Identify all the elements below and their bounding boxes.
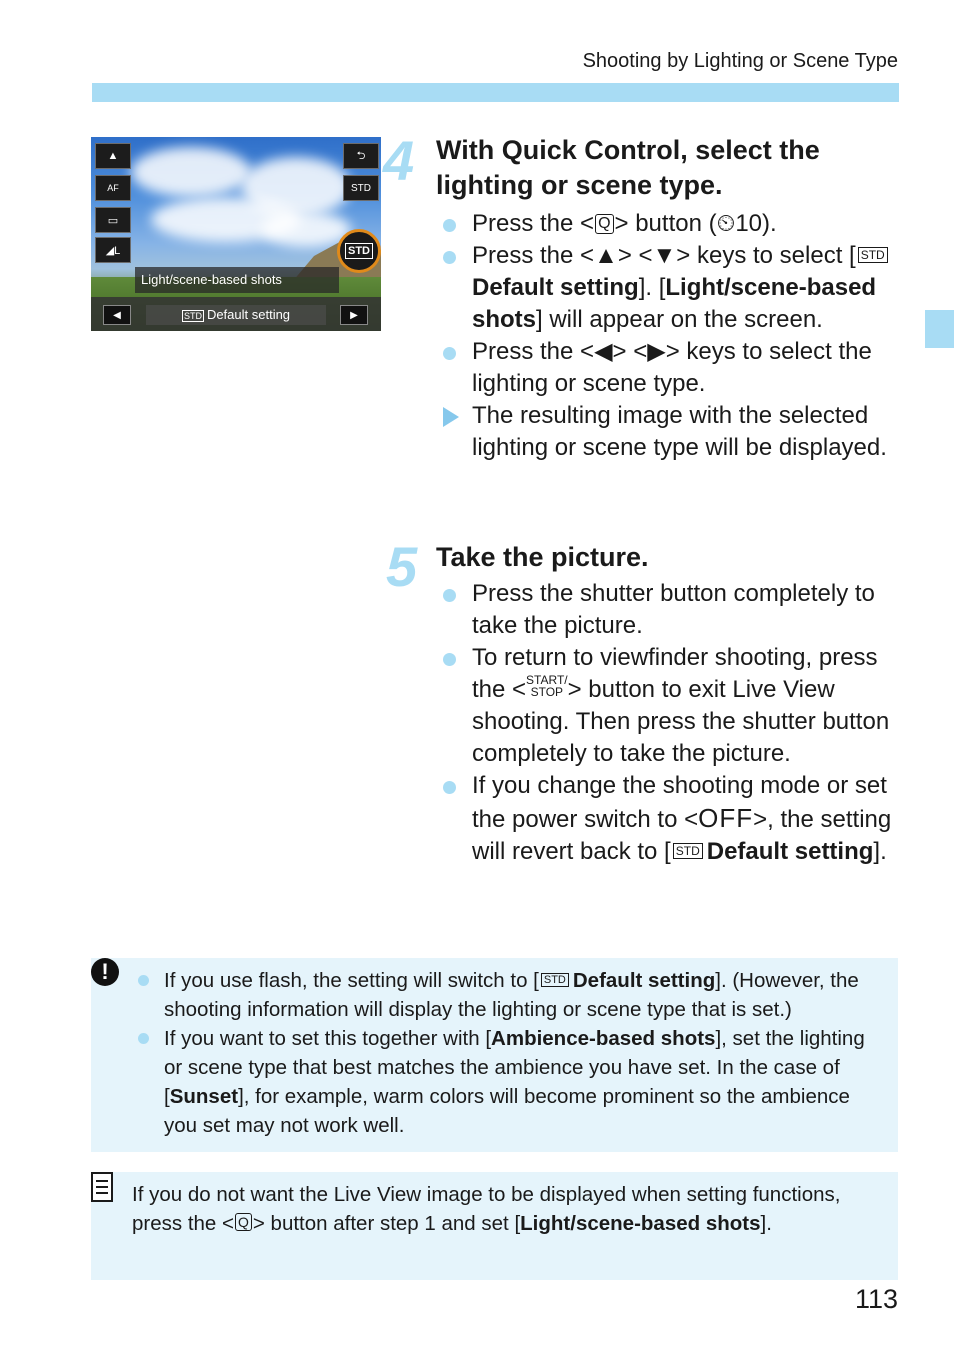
header-bar <box>92 83 899 102</box>
step-5-title: Take the picture. <box>436 542 649 572</box>
step-5-list <box>440 578 900 868</box>
return-icon: ⮌ <box>343 143 379 169</box>
caution-list <box>136 966 886 1140</box>
af-icon: AF <box>95 175 131 201</box>
lcd-screen-image <box>91 137 381 331</box>
power-off-icon: OFF <box>698 803 754 833</box>
list-item: To return to viewfinder shooting, press the <START/ STOP > button to exit Live View shooting. Then press the shutter button completely to take the picture. <box>440 642 900 770</box>
right-key-icon: ▶ <box>647 338 666 365</box>
chapter-tab <box>925 310 954 348</box>
quick-control-icon: Q <box>235 1213 252 1231</box>
list-item: Press the <▲> <▼> keys to select [ STDDefault setting]. [Light/scene-based shots] will appear on the screen. <box>440 240 900 336</box>
std-icon: STD <box>541 973 569 987</box>
std-icon: STD <box>858 247 888 263</box>
timer-icon: ⏲10 <box>716 210 763 237</box>
list-item: Press the < Q > button (⏲10). <box>440 208 900 240</box>
up-key-icon: ▲ <box>594 242 618 269</box>
quality-icon: ◢L <box>95 237 131 263</box>
list-item: If you want to set this together with [Ambience-based shots], set the lighting or scene type that best matches the ambience you have set. In the case of [Sunset], for example, warm colors will become prominent so the ambience you set may not work well. <box>136 1024 886 1140</box>
left-arrow-icon: ◀ <box>103 305 131 325</box>
std-icon: STD <box>343 175 379 201</box>
list-item: The resulting image with the selected lighting or scene type will be displayed. <box>440 400 900 464</box>
step-4-number: 4 <box>383 129 415 192</box>
caution-icon: ! <box>91 958 119 986</box>
list-item: Press the shutter button completely to take the picture. <box>440 578 900 642</box>
section-title: Shooting by Lighting or Scene Type <box>582 50 898 72</box>
right-arrow-icon: ▶ <box>340 305 368 325</box>
std-icon: STD <box>673 843 703 859</box>
list-item: If you change the shooting mode or set the power switch to <OFF>, the setting will revert back to [ STD Default setting]. <box>440 770 900 868</box>
lcd-setting-label: STD Default setting <box>146 305 326 325</box>
page-number: 113 <box>854 1284 898 1314</box>
start-stop-icon: START/ STOP <box>526 673 568 699</box>
step-4-title: With Quick Control, select the lighting or scene type. <box>436 135 820 200</box>
lcd-caption: Light/scene-based shots <box>135 267 339 293</box>
scene-icon: ▲ <box>95 143 131 169</box>
left-key-icon: ◀ <box>594 338 613 365</box>
memo-text: If you do not want the Live View image to be displayed when setting functions, press the < Q > button after step 1 and set [Light/scene-based shots]. <box>132 1183 841 1235</box>
list-item: If you use flash, the setting will switch to [ STD Default setting]. (However, the shooting information will display the lighting or scene type that is set.) <box>136 966 886 1024</box>
quick-control-icon: Q <box>595 214 613 234</box>
list-item: Press the <◀> <▶> keys to select the lighting or scene type. <box>440 336 900 400</box>
down-key-icon: ▼ <box>652 242 677 269</box>
memo-icon <box>91 1172 113 1202</box>
step-4-list <box>440 208 900 464</box>
display-icon: ▭ <box>95 207 131 233</box>
std-selected-icon: STD <box>337 229 381 273</box>
step-5-number: 5 <box>386 535 418 598</box>
